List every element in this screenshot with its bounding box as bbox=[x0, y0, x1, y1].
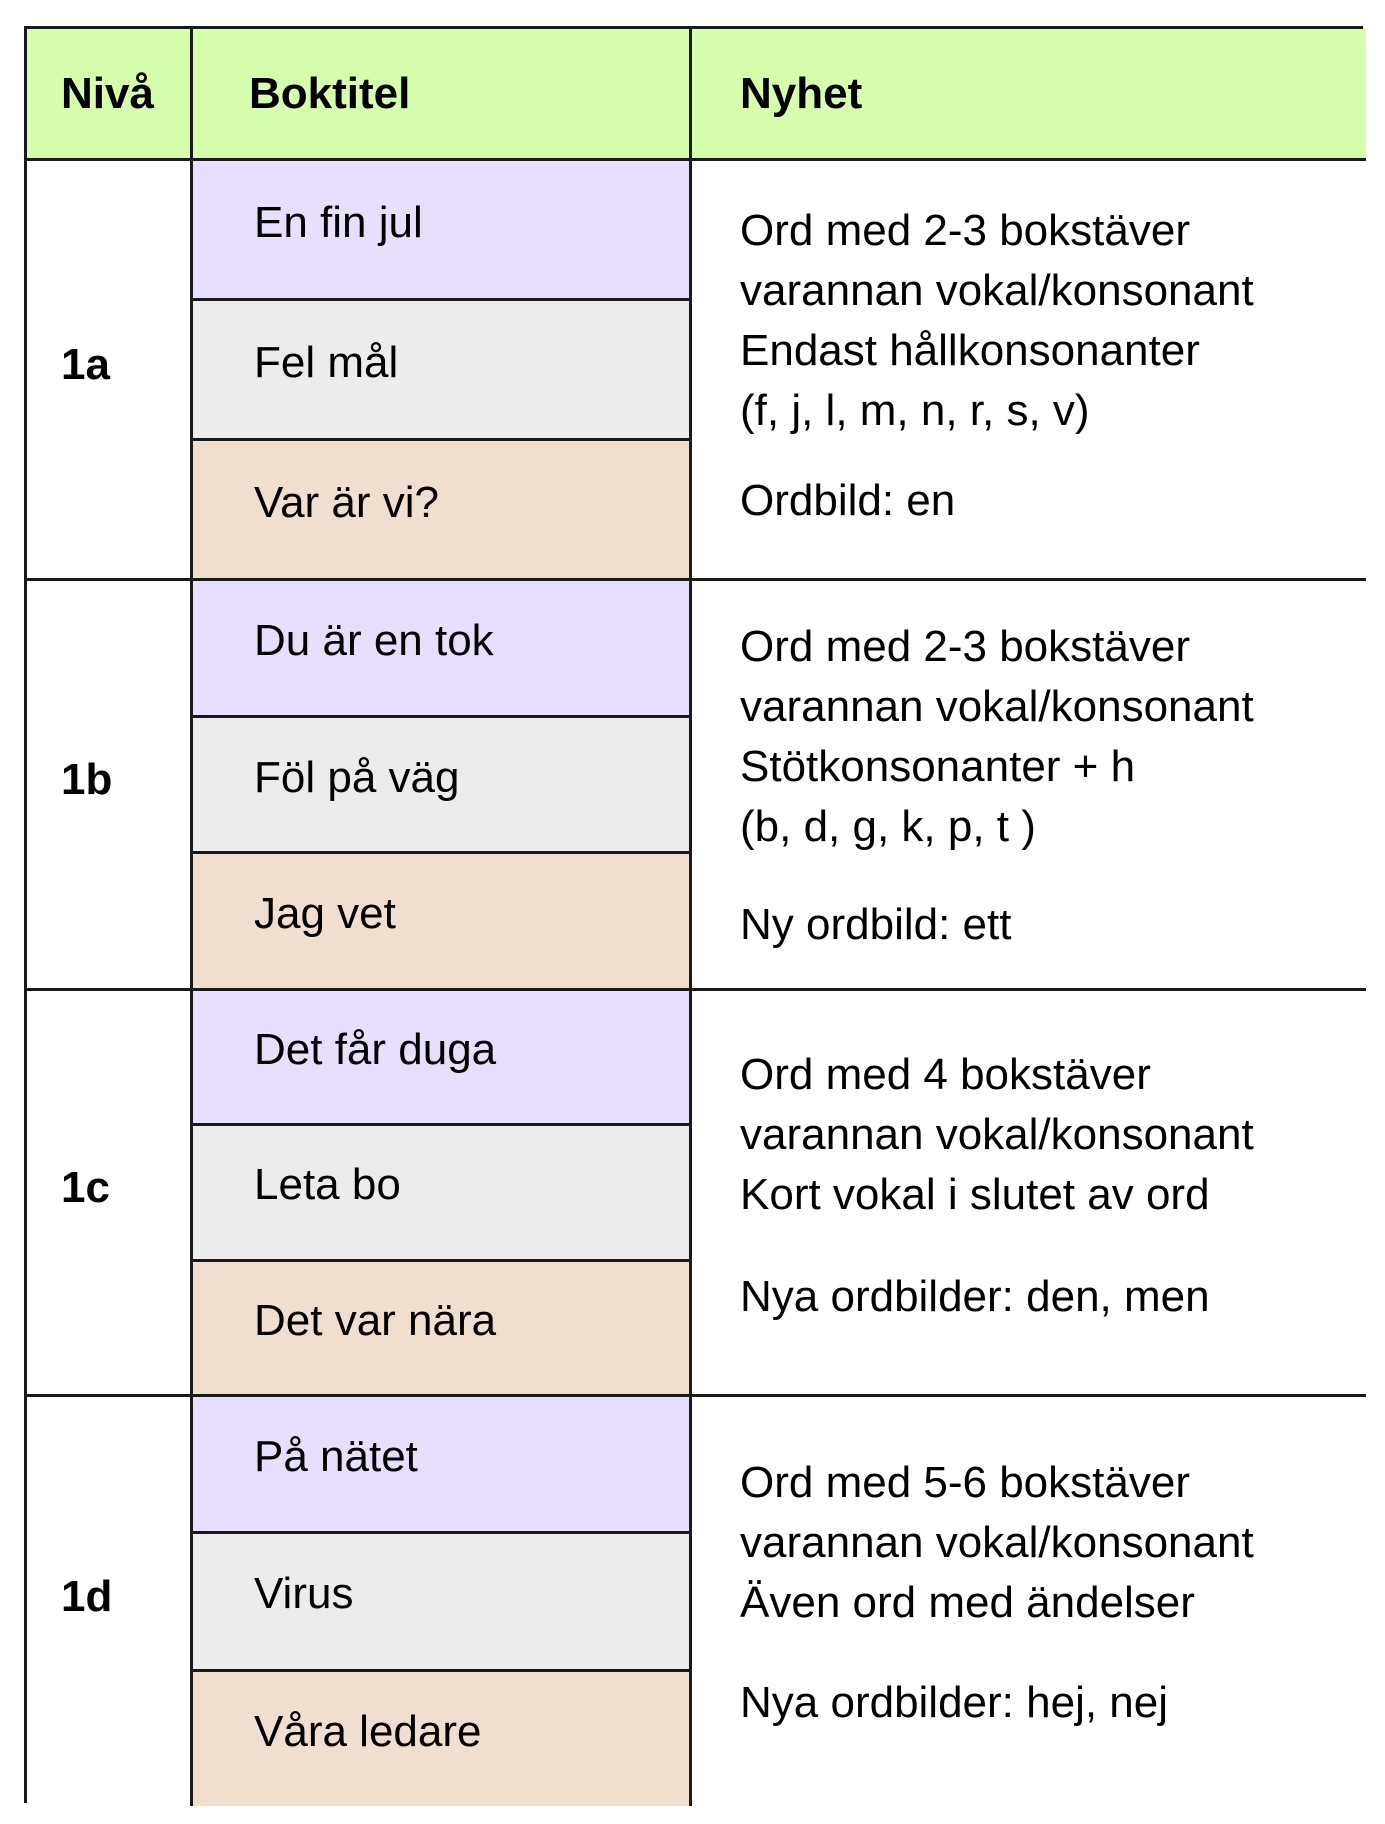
news-line: Endast hållkonsonanter bbox=[740, 326, 1200, 375]
header-book-title: Boktitel bbox=[193, 29, 692, 161]
book-titles bbox=[193, 1397, 692, 1806]
book-title: På nätet bbox=[193, 1397, 689, 1534]
news-line: varannan vokal/konsonant bbox=[740, 266, 1254, 315]
news-description bbox=[692, 1397, 1366, 1806]
news-line: Stötkonsonanter + h bbox=[740, 742, 1136, 791]
news-line: Ord med 2-3 bokstäver bbox=[740, 622, 1190, 671]
news-line: varannan vokal/konsonant bbox=[740, 682, 1254, 731]
book-title: Virus bbox=[193, 1534, 689, 1671]
book-title: Fel mål bbox=[193, 301, 689, 441]
sight-word: Ny ordbild: ett bbox=[740, 900, 1012, 949]
book-title: Det får duga bbox=[193, 991, 689, 1126]
book-title: Jag vet bbox=[193, 854, 689, 988]
book-title: Det var nära bbox=[193, 1262, 689, 1394]
news-description bbox=[692, 161, 1366, 581]
level-label: 1c bbox=[27, 991, 193, 1397]
news-line: Ord med 5-6 bokstäver bbox=[740, 1458, 1190, 1507]
news-line: Kort vokal i slutet av ord bbox=[740, 1170, 1210, 1219]
level-label: 1b bbox=[27, 581, 193, 991]
news-line: Ord med 4 bokstäver bbox=[740, 1050, 1151, 1099]
header-level: Nivå bbox=[27, 29, 193, 161]
header-news: Nyhet bbox=[692, 29, 1366, 161]
book-titles bbox=[193, 161, 692, 581]
book-titles bbox=[193, 991, 692, 1397]
book-title: Leta bo bbox=[193, 1126, 689, 1261]
sight-word: Nya ordbilder: den, men bbox=[740, 1272, 1210, 1321]
sight-word: Nya ordbilder: hej, nej bbox=[740, 1678, 1169, 1727]
news-description bbox=[692, 991, 1366, 1397]
level-table bbox=[24, 26, 1363, 1803]
book-title: Föl på väg bbox=[193, 718, 689, 855]
news-line: varannan vokal/konsonant bbox=[740, 1518, 1254, 1567]
news-description bbox=[692, 581, 1366, 991]
news-line: Även ord med ändelser bbox=[740, 1578, 1195, 1627]
level-label: 1d bbox=[27, 1397, 193, 1806]
news-line: varannan vokal/konsonant bbox=[740, 1110, 1254, 1159]
book-title: En fin jul bbox=[193, 161, 689, 301]
book-title: Våra ledare bbox=[193, 1672, 689, 1806]
sight-word: Ordbild: en bbox=[740, 476, 956, 525]
news-line: Ord med 2-3 bokstäver bbox=[740, 206, 1190, 255]
level-label: 1a bbox=[27, 161, 193, 581]
book-title: Du är en tok bbox=[193, 581, 689, 718]
book-title: Var är vi? bbox=[193, 441, 689, 578]
news-line: (b, d, g, k, p, t ) bbox=[740, 802, 1036, 851]
book-titles bbox=[193, 581, 692, 991]
news-line: (f, j, l, m, n, r, s, v) bbox=[740, 386, 1090, 435]
